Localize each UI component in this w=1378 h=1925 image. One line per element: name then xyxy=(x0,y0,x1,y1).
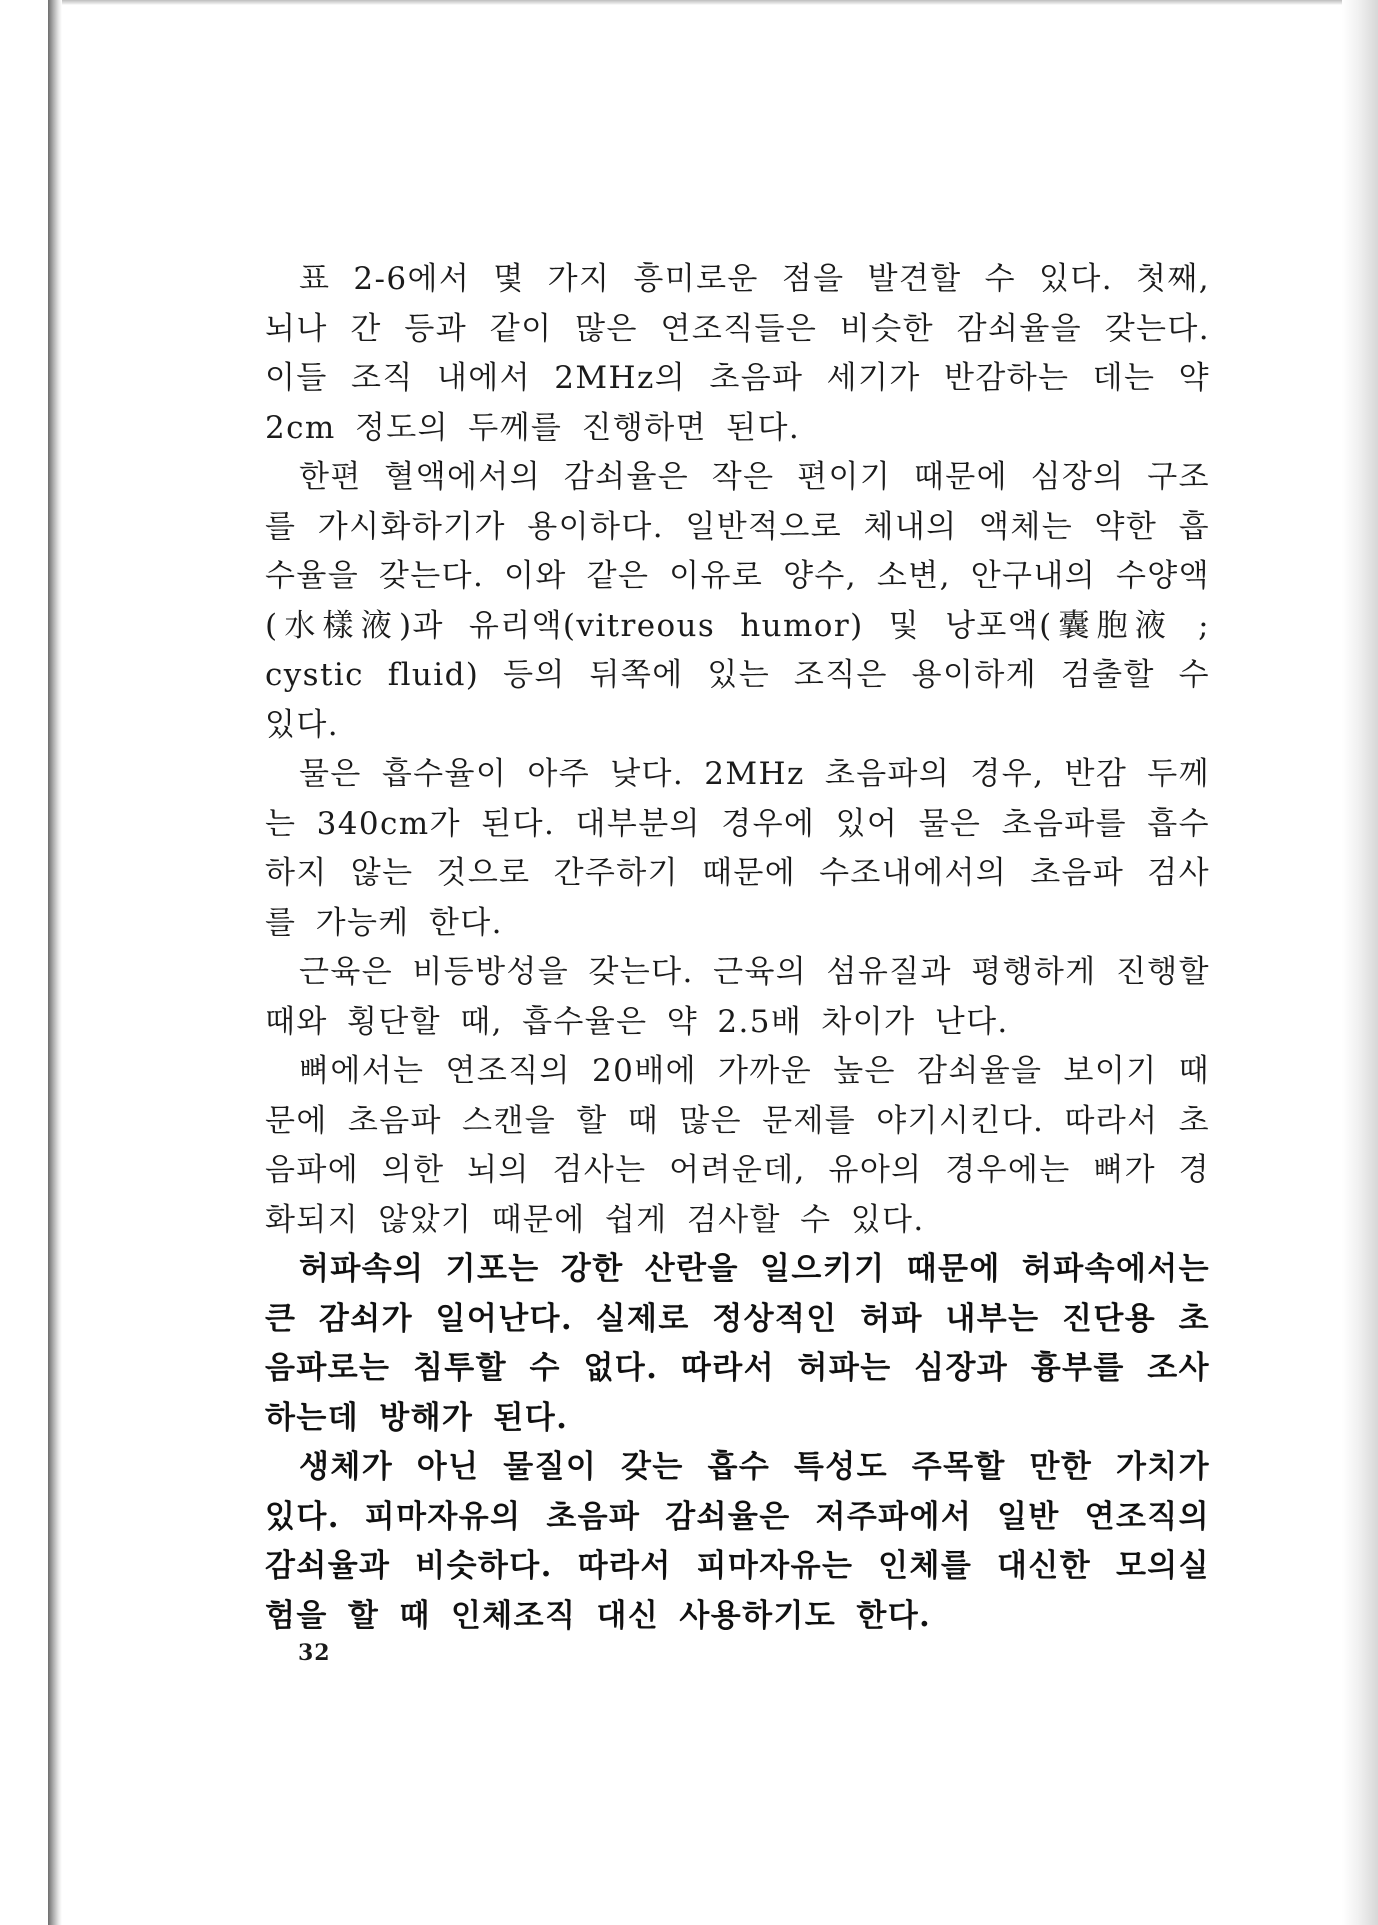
paragraph-5: 뼈에서는 연조직의 20배에 가까운 높은 감쇠율을 보이기 때문에 초음파 스캔을 할 때 많은 문제를 야기시킨다. 따라서 초음파에 의한 뇌의 검사는 어려운데, 유아의 경우에는 뼈가 경화되지 않았기 때문에 쉽게 검사할 수 있다. xyxy=(265,1053,1210,1238)
page-top-edge xyxy=(48,0,1348,5)
book-spine-shadow xyxy=(48,0,62,1925)
page-right-edge-shadow xyxy=(1342,0,1378,1925)
paragraph-7: 생체가 아닌 물질이 갖는 흡수 특성도 주목할 만한 가치가 있다. 피마자유의 초음파 감쇠율은 저주파에서 일반 연조직의 감쇠율과 비슷하다. 따라서 피마자유는 인체를 대신한 모의실험을 할 때 인체조직 대신 사용하기도 한다. xyxy=(265,1449,1210,1634)
paragraph-3: 물은 흡수율이 아주 낮다. 2MHz 초음파의 경우, 반감 두께는 340cm가 된다. 대부분의 경우에 있어 물은 초음파를 흡수하지 않는 것으로 간주하기 때문에 수조내에서의 초음파 검사를 가능케 한다. xyxy=(265,756,1210,941)
body-text xyxy=(265,255,1210,1641)
page-number: 32 xyxy=(298,1640,331,1666)
paragraph-4: 근육은 비등방성을 갖는다. 근육의 섬유질과 평행하게 진행할 때와 횡단할 때, 흡수율은 약 2.5배 차이가 난다. xyxy=(265,954,1210,1040)
paragraph-1: 표 2-6에서 몇 가지 흥미로운 점을 발견할 수 있다. 첫째, 뇌나 간 등과 같이 많은 연조직들은 비슷한 감쇠율을 갖는다. 이들 조직 내에서 2MHz의 초음파 세기가 반감하는 데는 약 2cm 정도의 두께를 진행하면 된다. xyxy=(265,261,1210,446)
paragraph-2: 한편 혈액에서의 감쇠율은 작은 편이기 때문에 심장의 구조를 가시화하기가 용이하다. 일반적으로 체내의 액체는 약한 흡수율을 갖는다. 이와 같은 이유로 양수, 소변, 안구내의 수양액(水樣液)과 유리액(vitreous humor) 및 낭포액(囊胞液 ; cystic fluid) 등의 뒤쪽에 있는 조직은 용이하게 검출할 수 있다. xyxy=(265,459,1210,743)
paragraph-6: 허파속의 기포는 강한 산란을 일으키기 때문에 허파속에서는 큰 감쇠가 일어난다. 실제로 정상적인 허파 내부는 진단용 초음파로는 침투할 수 없다. 따라서 허파는 심장과 흉부를 조사하는데 방해가 된다. xyxy=(265,1251,1210,1436)
